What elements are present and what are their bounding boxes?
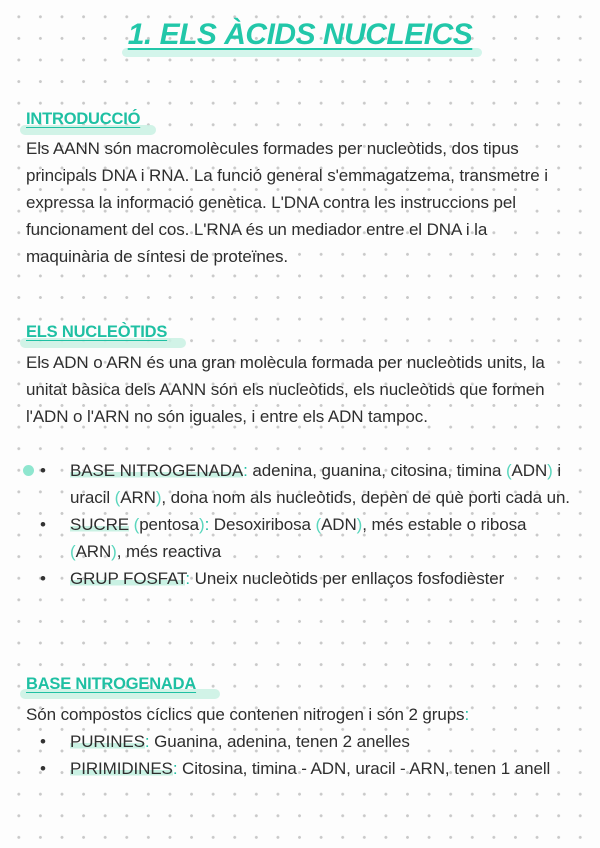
page-title: 1. ELS ÀCIDS NUCLEICS [127, 18, 473, 51]
term-grup-fosfat: GRUP FOSFAT [70, 569, 186, 588]
item-text: Guanina, adenina, tenen 2 anelles [149, 732, 410, 751]
base-text: Són compostos cíclics que contenen nitrogen i són 2 grups [26, 705, 465, 724]
bullet-icon: • [40, 461, 46, 480]
term-sucre: SUCRE [70, 515, 130, 534]
intro-paragraph: Els AANN són macromolècules formades per nucleòtids, dos tipus principals DNA i RNA. La funció general s'emmagatzema, transmetre i expressa la informació genètica. L'DNA contra les instruccions pel funcionament del cos. L'RNA és un mediador entre el DNA i la maquinària de síntesi de proteïnes. [26, 139, 548, 266]
list-item: • SUCRE (pentosa): Desoxiribosa (ADN), més estable o ribosa (ARN), més reactiva [26, 511, 574, 565]
term-pirimidines: PIRIMIDINES [70, 759, 173, 778]
list-item: • PURINES: Guanina, adenina, tenen 2 anelles [26, 728, 574, 755]
section-heading-base-nitrogenada: BASE NITROGENADA [26, 675, 197, 693]
item-text: , dona nom als nucleòtids, depèn de què porti cada un. [161, 488, 570, 507]
item-paren-text: ADN [511, 461, 548, 480]
bullet-icon: • [40, 732, 46, 751]
list-item: • GRUP FOSFAT: Uneix nucleòtids per enllaços fosfodièster [26, 565, 574, 592]
nucleotid-components-list [26, 457, 574, 592]
bullet-icon: • [40, 759, 46, 778]
list-item: • PIRIMIDINES: Citosina, timina - ADN, uracil - ARN, tenen 1 anell [26, 755, 574, 782]
section-heading-introduccio: INTRODUCCIÓ [26, 110, 141, 128]
section-heading-nucleotids: ELS NUCLEÒTIDS [26, 323, 168, 341]
item-text: i uracil [70, 461, 562, 507]
bullet-icon: • [40, 515, 46, 534]
term-purines: PURINES [70, 732, 145, 751]
item-text: adenina, guanina, citosina, timina [247, 461, 506, 480]
item-text: , més estable o ribosa [362, 515, 527, 534]
item-text: Desoxiribosa [209, 515, 316, 534]
base-paragraph: Són compostos cíclics que contenen nitrogen i són 2 grups: [26, 705, 470, 724]
base-groups-list [26, 728, 574, 782]
item-paren-text: ARN [120, 488, 156, 507]
nucleotids-paragraph: Els ADN o ARN és una gran molècula formada per nucleòtids units, la unitat bàsica dels AANN són els nucleòtids, els nucleòtids que formen l'ADN o l'ARN no són iguales, i entre els ADN tampoc. [26, 353, 545, 426]
list-item: • BASE NITROGENADA: adenina, guanina, citosina, timina (ADN) i uracil (ARN), dona nom als nucleòtids, depèn de què porti cada un. [26, 457, 574, 511]
item-paren-text: pentosa [139, 515, 199, 534]
item-text: Uneix nucleòtids per enllaços fosfodièster [190, 569, 505, 588]
item-text: Citosina, timina - ADN, uracil - ARN, tenen 1 anell [177, 759, 551, 778]
term-base-nitrogenada: BASE NITROGENADA [70, 461, 244, 480]
item-paren-text: ARN [75, 542, 112, 561]
item-paren-text: ADN [321, 515, 357, 534]
bullet-icon: • [40, 569, 46, 588]
item-text: , més reactiva [116, 542, 222, 561]
